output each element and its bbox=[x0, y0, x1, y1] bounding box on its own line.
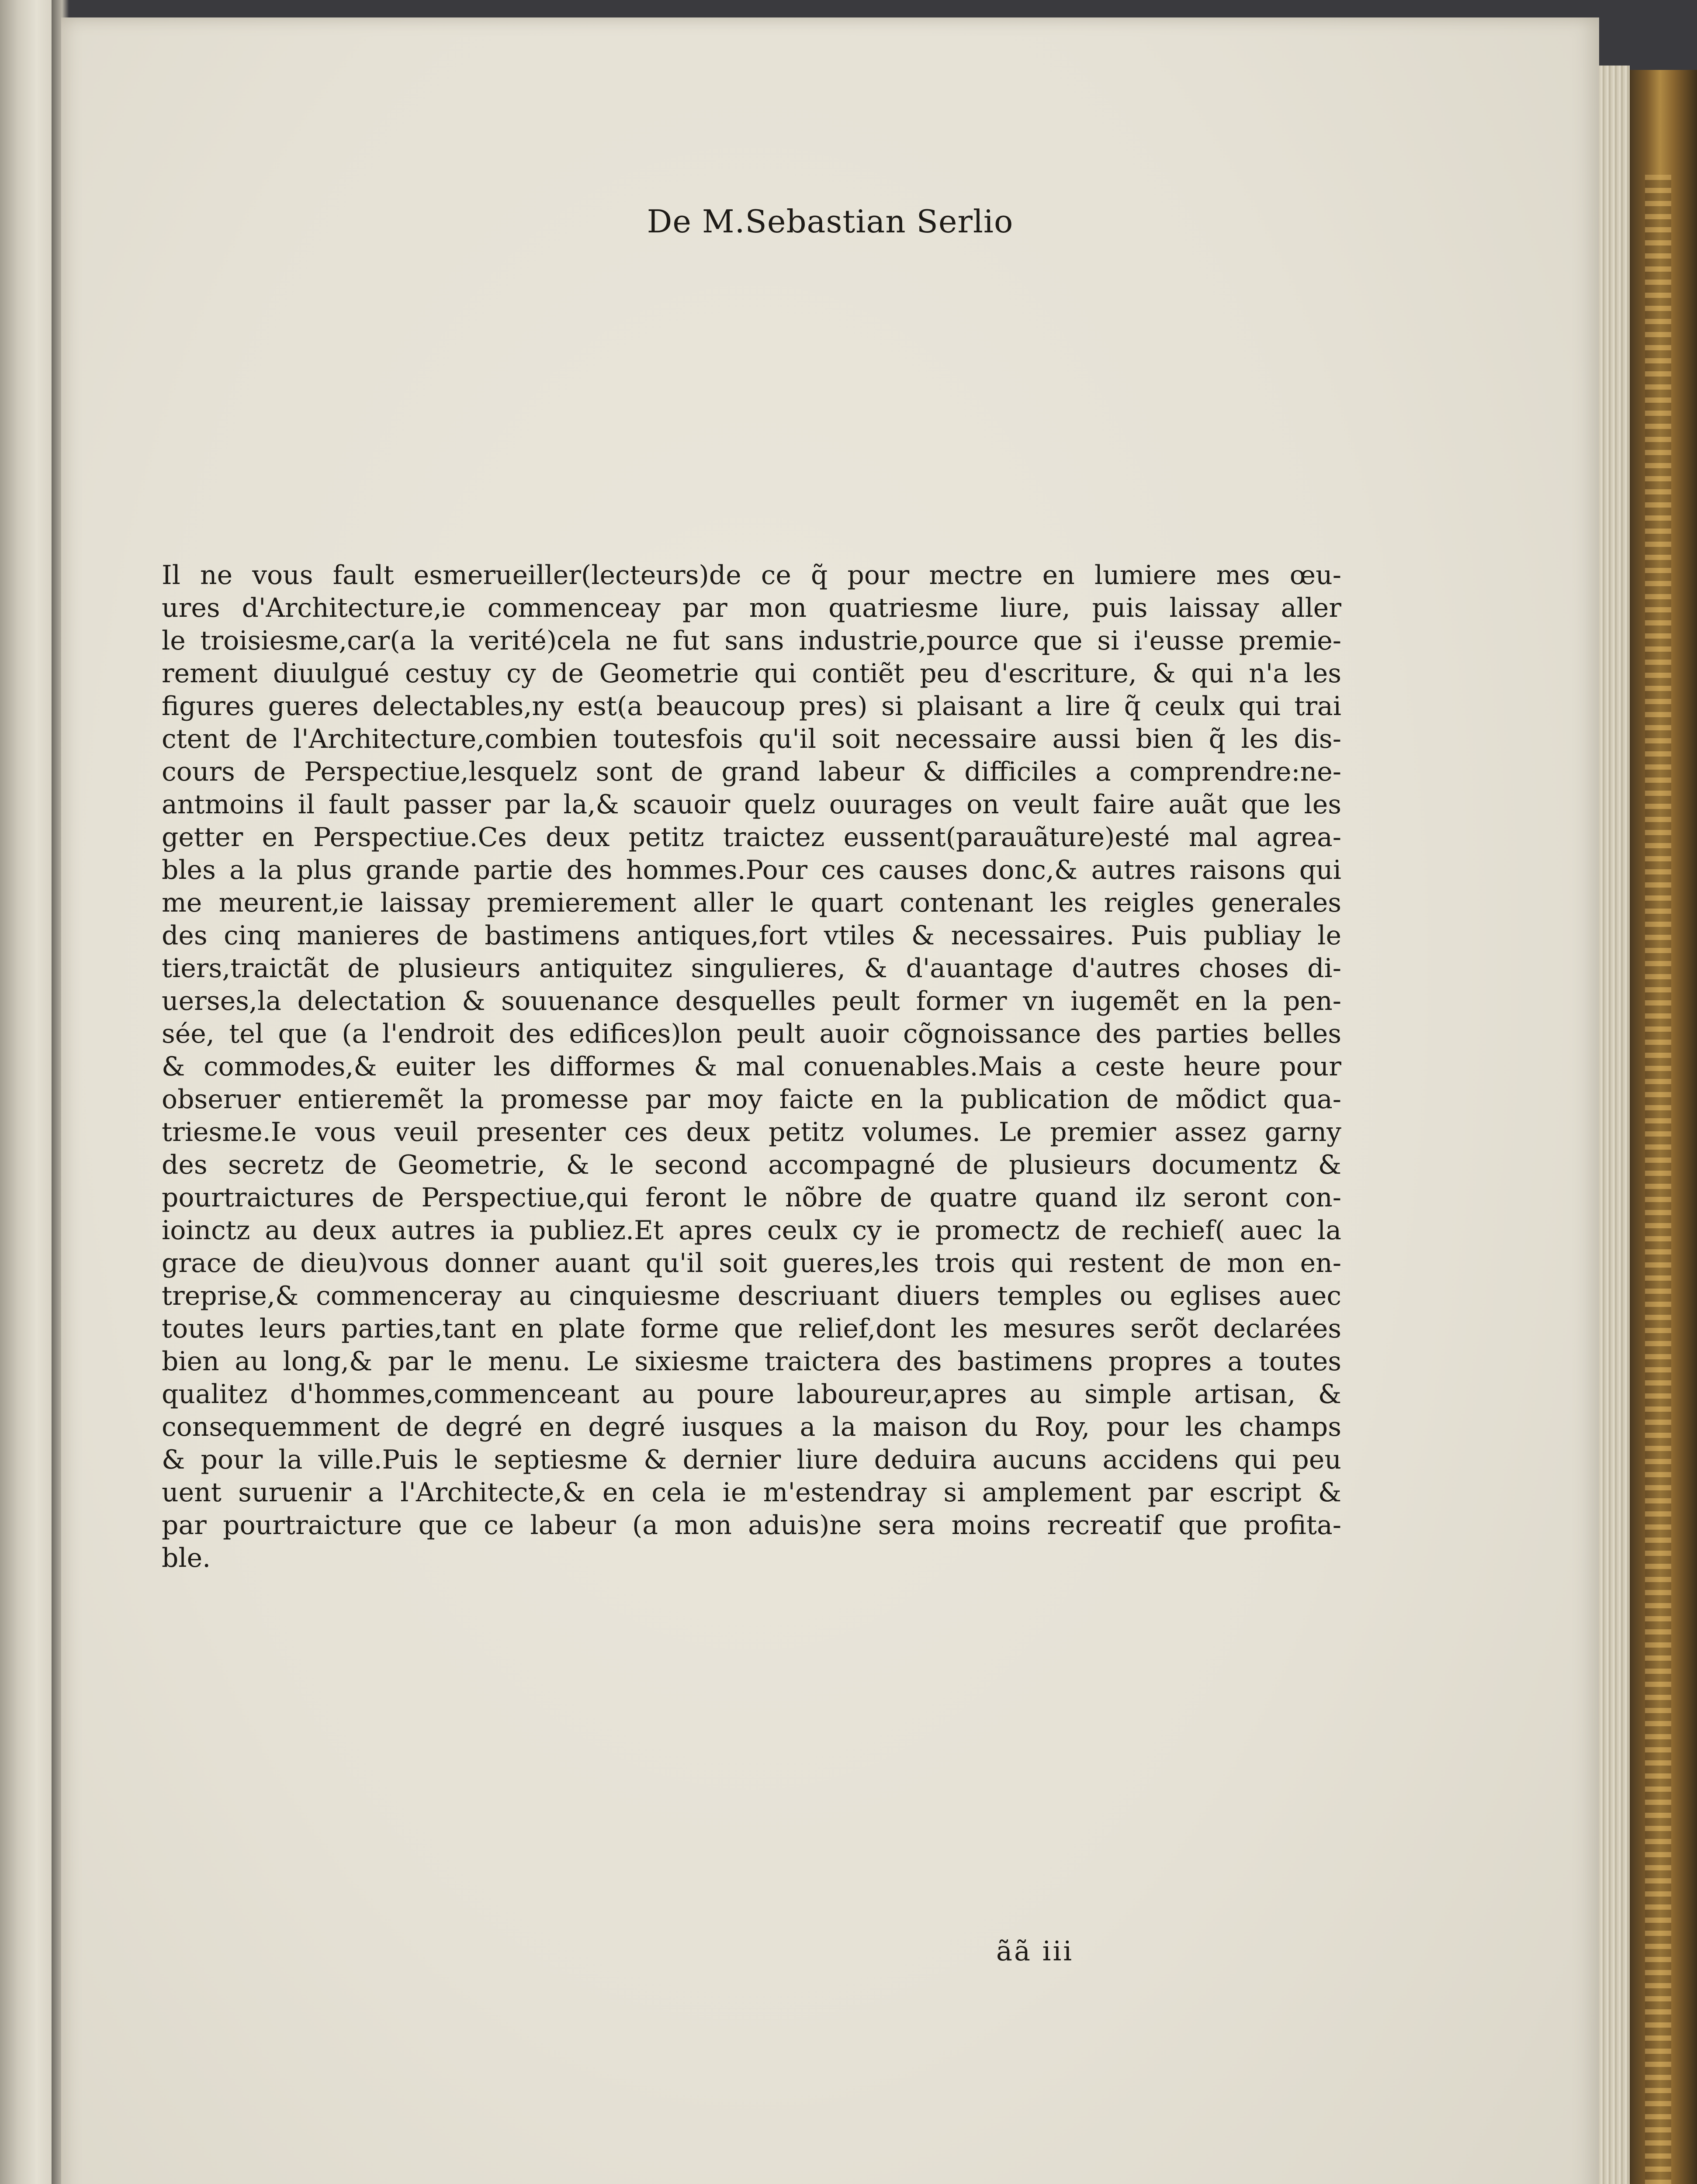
body-text bbox=[162, 559, 1341, 1575]
text-line: triesme.Ie vous veuil presenter ces deux petitz volumes. Le premier assez garny bbox=[162, 1117, 1341, 1147]
text-line: toutes leurs parties,tant en plate forme que relief,dont les mesures serõt declarées bbox=[162, 1313, 1341, 1344]
text-line: des cinq manieres de bastimens antiques,fort vtiles & necessaires. Puis publiay le bbox=[162, 920, 1341, 951]
text-line: ioinctz au deux autres ia publiez.Et apres ceulx cy ie promectz de rechief( auec la bbox=[162, 1215, 1341, 1246]
text-line: des secretz de Geometrie, & le second accompagné de plusieurs documentz & bbox=[162, 1150, 1341, 1180]
text-line: me meurent,ie laissay premierement aller le quart contenant les reigles generales bbox=[162, 888, 1341, 918]
book-page bbox=[61, 17, 1599, 2184]
text-line: ures d'Architecture,ie commenceay par mon quatriesme liure, puis laissay aller bbox=[162, 593, 1341, 623]
text-line: uent suruenir a l'Architecte,& en cela ie m'estendray si amplement par escript & bbox=[162, 1477, 1341, 1508]
gilt-ornament bbox=[1645, 175, 1671, 2184]
previous-page-edge bbox=[0, 0, 52, 2184]
text-line: bles a la plus grande partie des hommes.Pour ces causes donc,& autres raisons qui bbox=[162, 855, 1341, 885]
text-line: par pourtraicture que ce labeur (a mon aduis)ne sera moins recreatif que profita- bbox=[162, 1510, 1341, 1541]
text-line: figures gueres delectables,ny est(a beaucoup pres) si plaisant a lire q̃ ceulx qui trai bbox=[162, 691, 1341, 722]
text-line: ble. bbox=[162, 1543, 211, 1573]
text-line: consequemment de degré en degré iusques a la maison du Roy, pour les champs bbox=[162, 1412, 1341, 1442]
text-line: getter en Perspectiue.Ces deux petitz traictez eussent(parauãture)esté mal agrea- bbox=[162, 822, 1341, 853]
text-line: Il ne vous fault esmerueiller(lecteurs)de ce q̃ pour mectre en lumiere mes œu- bbox=[162, 560, 1341, 591]
text-line: cours de Perspectiue,lesquelz sont de grand labeur & difficiles a comprendre:ne- bbox=[162, 757, 1341, 787]
text-line: qualitez d'hommes,commenceant au poure laboureur,apres au simple artisan, & bbox=[162, 1379, 1341, 1410]
text-line: & commodes,& euiter les difformes & mal conuenables.Mais a ceste heure pour bbox=[162, 1051, 1341, 1082]
text-line: obseruer entieremẽt la promesse par moy faicte en la publication de mõdict qua- bbox=[162, 1084, 1341, 1115]
text-line: antmoins il fault passer par la,& scauoir quelz ouurages on veult faire auãt que les bbox=[162, 789, 1341, 820]
text-line: pourtraictures de Perspectiue,qui feront le nõbre de quatre quand ilz seront con- bbox=[162, 1182, 1341, 1213]
text-line: ctent de l'Architecture,combien toutesfois qu'il soit necessaire aussi bien q̃ les dis- bbox=[162, 724, 1341, 754]
text-line: sée, tel que (a l'endroit des edifices)lon peult auoir cõgnoissance des parties belles bbox=[162, 1019, 1341, 1049]
text-line: uerses,la delectation & souuenance desquelles peult former vn iugemẽt en la pen- bbox=[162, 986, 1341, 1016]
text-line: grace de dieu)vous donner auant qu'il soit gueres,les trois qui restent de mon en- bbox=[162, 1248, 1341, 1279]
text-line: treprise,& commenceray au cinquiesme descriuant diuers temples ou eglises auec bbox=[162, 1281, 1341, 1311]
text-line: rement diuulgué cestuy cy de Geometrie qui contiẽt peu d'escriture, & qui n'a les bbox=[162, 658, 1341, 689]
text-line: bien au long,& par le menu. Le sixiesme traictera des bastimens propres a toutes bbox=[162, 1346, 1341, 1377]
signature-mark: ãã iii bbox=[996, 1935, 1074, 1967]
page-fore-edge bbox=[1599, 66, 1630, 2184]
text-line: le troisiesme,car(a la verité)cela ne fut sans industrie,pource que si i'eusse premie- bbox=[162, 625, 1341, 656]
running-head: De M.Sebastian Serlio bbox=[647, 203, 1014, 240]
text-line: & pour la ville.Puis le septiesme & dernier liure deduira aucuns accidens qui peu bbox=[162, 1444, 1341, 1475]
text-line: tiers,traictãt de plusieurs antiquitez singulieres, & d'auantage d'autres choses di- bbox=[162, 953, 1341, 984]
